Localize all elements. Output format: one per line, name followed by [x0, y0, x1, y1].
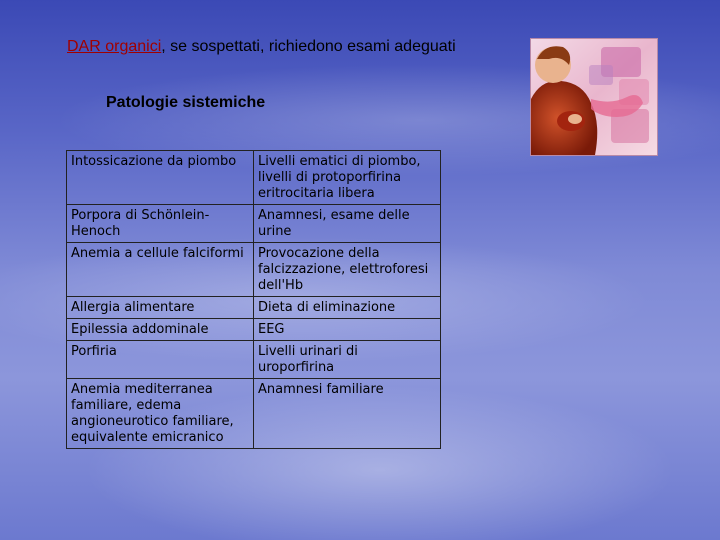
exam-cell: Livelli ematici di piombo, livelli di protoporfirina eritrocitaria libera — [254, 151, 441, 205]
exam-cell: EEG — [254, 319, 441, 341]
table-row — [67, 297, 441, 319]
section-subtitle: Patologie sistemiche — [106, 94, 266, 111]
slide-title — [67, 38, 456, 56]
condition-cell: Anemia a cellule falciformi — [67, 243, 254, 297]
condition-cell: Intossicazione da piombo — [67, 151, 254, 205]
title-rest: , se sospettati, richiedono esami adeguati — [161, 38, 456, 55]
table-row — [67, 379, 441, 449]
child-stomach-illustration-icon — [530, 38, 658, 156]
table-row — [67, 341, 441, 379]
table-row — [67, 151, 441, 205]
condition-cell: Porpora di Schönlein-Henoch — [67, 205, 254, 243]
condition-cell: Epilessia addominale — [67, 319, 254, 341]
conditions-table — [66, 150, 441, 449]
condition-cell: Allergia alimentare — [67, 297, 254, 319]
exam-cell: Anamnesi, esame delle urine — [254, 205, 441, 243]
condition-cell: Porfiria — [67, 341, 254, 379]
table-row — [67, 243, 441, 297]
table-row — [67, 319, 441, 341]
condition-cell: Anemia mediterranea familiare, edema angioneurotico familiare, equivalente emicranico — [67, 379, 254, 449]
exam-cell: Livelli urinari di uroporfirina — [254, 341, 441, 379]
table-row — [67, 205, 441, 243]
exam-cell: Dieta di eliminazione — [254, 297, 441, 319]
title-keyword-link[interactable]: DAR organici — [67, 38, 162, 55]
exam-cell: Provocazione della falcizzazione, elettroforesi dell'Hb — [254, 243, 441, 297]
exam-cell: Anamnesi familiare — [254, 379, 441, 449]
